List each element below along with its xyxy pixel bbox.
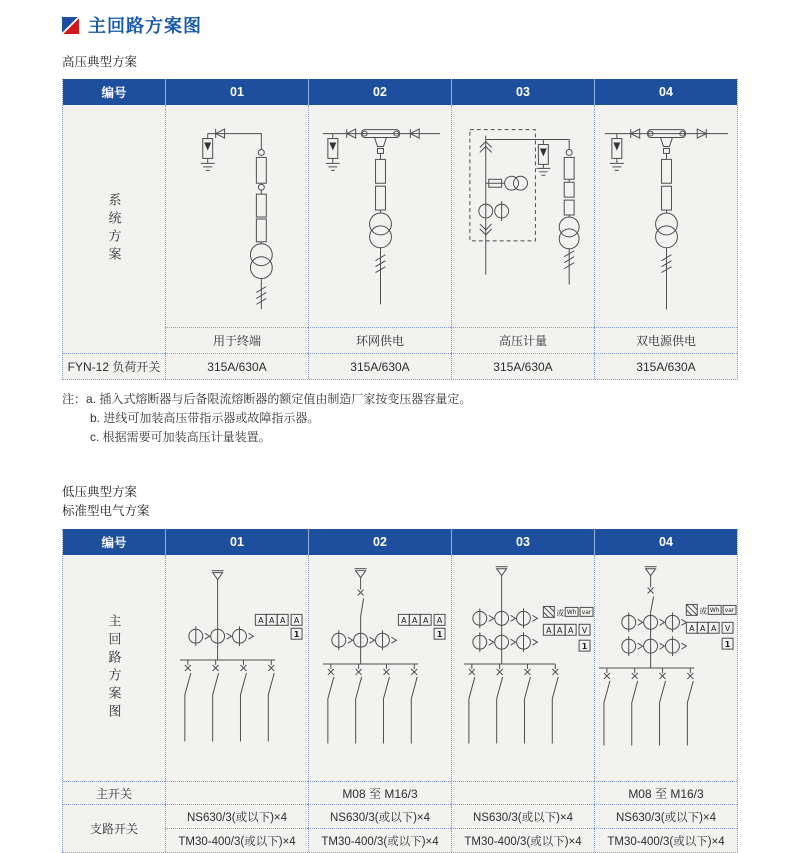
hv-scheme-table — [62, 79, 738, 380]
lv-section-labels — [62, 483, 738, 521]
current-transformer-icon — [622, 612, 687, 656]
note-a: a. 插入式熔断器与后备限流熔断器的额定值由制造厂家按变压器容量定。 — [86, 392, 472, 406]
hv-rating-cell-03: 315A/630A — [451, 353, 594, 379]
hv-section-label: 高压典型方案 — [62, 55, 138, 69]
ammeter-box-icon — [686, 622, 733, 633]
svg-text:var: var — [581, 609, 592, 617]
indicator-box-icon — [722, 638, 733, 649]
surge-arrester-icon — [610, 134, 624, 171]
svg-text:A: A — [279, 616, 286, 626]
current-transformer-icon — [473, 608, 538, 652]
svg-text:Wh: Wh — [709, 607, 720, 615]
surge-arrester-icon — [326, 134, 340, 171]
ground-icon — [201, 163, 215, 170]
svg-text:A: A — [269, 616, 275, 626]
lv-branch-switch-label: 支路开关 — [63, 804, 165, 852]
svg-text:1: 1 — [436, 630, 443, 640]
lv-header-col-04: 04 — [594, 529, 737, 555]
svg-text:1: 1 — [724, 639, 731, 649]
svg-text:Wh: Wh — [566, 609, 577, 617]
lv-scheme-01-cell — [165, 555, 308, 781]
page-title-row — [62, 12, 738, 38]
lv-branch-tm-cell-03: TM30-400/3(或以下)×4 — [451, 828, 594, 852]
svg-text:A: A — [689, 624, 695, 634]
lv-scheme-03-diagram — [452, 555, 594, 781]
lv-header-col-01: 01 — [165, 529, 308, 555]
energy-meter-box-icon — [543, 606, 593, 617]
lv-main-switch-cell-01 — [165, 781, 308, 804]
surge-arrester-icon — [536, 140, 550, 176]
notes-block — [62, 390, 738, 447]
hv-scheme-01-cell — [165, 105, 308, 327]
svg-text:1: 1 — [293, 630, 300, 640]
hv-scheme-04-cell — [594, 105, 737, 327]
indicator-box-icon — [579, 640, 590, 651]
lv-scheme-04-cell — [594, 555, 737, 781]
branch-breaker-icon — [185, 660, 274, 741]
load-switch-icon — [564, 157, 574, 179]
hv-row-label-text: 系统方案 — [106, 193, 122, 265]
fuse-icon — [376, 159, 386, 210]
main-breaker-icon — [358, 578, 364, 617]
ammeter-box-icon — [543, 624, 590, 635]
lv-branch-tm-cell-04: TM30-400/3(或以下)×4 — [594, 828, 737, 852]
hv-usage-cell-01: 用于终端 — [165, 327, 308, 353]
hv-scheme-01-diagram — [166, 105, 308, 327]
lv-main-switch-label: 主开关 — [63, 781, 165, 804]
svg-text:A: A — [293, 616, 300, 626]
lv-scheme-01-diagram — [166, 555, 308, 781]
lv-branch-ns-cell-04: NS630/3(或以下)×4 — [594, 804, 737, 828]
ammeter-box-icon — [255, 614, 302, 625]
svg-text:A: A — [567, 626, 574, 636]
ground-icon — [610, 163, 624, 170]
ammeter-box-icon — [398, 614, 445, 625]
page-title: 主回路方案图 — [88, 16, 202, 36]
lv-header-corner: 编号 — [63, 529, 165, 555]
hv-scheme-02-cell — [308, 105, 451, 327]
lv-branch-ns-cell-02: NS630/3(或以下)×4 — [308, 804, 451, 828]
note-c: c. 根据需要可加装高压计量装置。 — [90, 430, 271, 444]
notes-prefix: 注： — [62, 392, 87, 406]
lv-section-label-2: 标准型电气方案 — [62, 504, 150, 518]
transformer-icon — [250, 244, 272, 279]
indicator-box-icon — [291, 628, 302, 639]
lv-main-switch-cell-04: M08 至 M16/3 — [594, 781, 737, 804]
current-transformer-icon — [479, 201, 509, 221]
hv-scheme-03-diagram — [452, 105, 594, 327]
current-transformer-icon — [332, 630, 397, 650]
fuse-icon — [256, 194, 266, 242]
svg-text:A: A — [258, 616, 264, 626]
hv-row-label — [63, 105, 165, 353]
svg-text:A: A — [422, 616, 429, 626]
svg-text:A: A — [557, 626, 563, 636]
svg-text:A: A — [710, 624, 717, 634]
svg-text:var: var — [724, 607, 735, 615]
hv-switch-row-label: FYN-12 负荷开关 — [63, 353, 165, 379]
branch-breaker-icon — [604, 668, 693, 745]
hv-header-col-03: 03 — [451, 79, 594, 105]
note-b: b. 进线可加装高压带指示器或故障指示器。 — [90, 411, 320, 425]
transformer-icon — [370, 213, 392, 248]
lv-header-col-03: 03 — [451, 529, 594, 555]
indicator-box-icon — [434, 628, 445, 639]
lv-main-switch-cell-02: M08 至 M16/3 — [308, 781, 451, 804]
lv-main-switch-cell-03 — [451, 781, 594, 804]
lv-scheme-02-diagram — [309, 555, 451, 781]
lv-scheme-table — [62, 529, 738, 853]
lv-header-col-02: 02 — [308, 529, 451, 555]
svg-text:A: A — [546, 626, 552, 636]
ground-icon — [326, 163, 340, 170]
lv-scheme-02-cell — [308, 555, 451, 781]
incoming-line-icon — [645, 567, 657, 576]
incoming-line-icon — [355, 569, 367, 578]
lv-scheme-04-diagram — [595, 555, 737, 781]
lv-branch-ns-cell-01: NS630/3(或以下)×4 — [165, 804, 308, 828]
hv-header-col-04: 04 — [594, 79, 737, 105]
secondary-winding-icon — [376, 255, 386, 273]
current-transformer-icon — [189, 626, 254, 646]
hv-header-col-01: 01 — [165, 79, 308, 105]
hv-usage-cell-02: 环网供电 — [308, 327, 451, 353]
ground-icon — [536, 168, 550, 175]
transformer-icon — [656, 213, 678, 248]
fuse-icon — [662, 159, 672, 210]
incoming-line-icon — [212, 571, 224, 580]
svg-text:V: V — [724, 624, 731, 634]
hv-scheme-04-diagram — [595, 105, 737, 327]
transformer-icon — [559, 217, 579, 249]
secondary-winding-icon — [256, 287, 266, 305]
hv-usage-cell-03: 高压计量 — [451, 327, 594, 353]
svg-text:或: 或 — [699, 606, 707, 616]
lv-branch-ns-cell-03: NS630/3(或以下)×4 — [451, 804, 594, 828]
branch-breaker-icon — [469, 664, 558, 743]
hv-scheme-03-cell — [451, 105, 594, 327]
load-switch-icon — [256, 157, 266, 183]
lv-section-label-1: 低压典型方案 — [62, 485, 138, 499]
voltage-transformer-icon — [486, 176, 528, 190]
fuse-icon — [564, 182, 574, 215]
secondary-winding-icon — [662, 255, 672, 273]
energy-meter-box-icon — [686, 604, 736, 615]
lv-scheme-03-cell — [451, 555, 594, 781]
svg-text:A: A — [436, 616, 443, 626]
lv-branch-tm-cell-02: TM30-400/3(或以下)×4 — [308, 828, 451, 852]
hv-rating-cell-02: 315A/630A — [308, 353, 451, 379]
main-breaker-icon — [648, 576, 654, 613]
title-square-icon — [62, 17, 79, 34]
svg-text:V: V — [581, 626, 588, 636]
svg-text:A: A — [401, 616, 407, 626]
hv-header-corner: 编号 — [63, 79, 165, 105]
svg-text:或: 或 — [556, 608, 564, 618]
svg-text:A: A — [700, 624, 706, 634]
svg-text:1: 1 — [581, 641, 588, 651]
hv-header-col-02: 02 — [308, 79, 451, 105]
surge-arrester-icon — [201, 134, 215, 171]
lv-row-label-text: 主回路方案图 — [106, 614, 122, 722]
secondary-winding-icon — [564, 251, 574, 269]
hv-rating-cell-01: 315A/630A — [165, 353, 308, 379]
incoming-line-icon — [496, 567, 508, 576]
hv-scheme-02-diagram — [309, 105, 451, 327]
lv-branch-tm-cell-01: TM30-400/3(或以下)×4 — [165, 828, 308, 852]
branch-breaker-icon — [328, 664, 417, 743]
hv-usage-cell-04: 双电源供电 — [594, 327, 737, 353]
lv-row-label — [63, 555, 165, 781]
hv-rating-cell-04: 315A/630A — [594, 353, 737, 379]
svg-text:A: A — [412, 616, 418, 626]
